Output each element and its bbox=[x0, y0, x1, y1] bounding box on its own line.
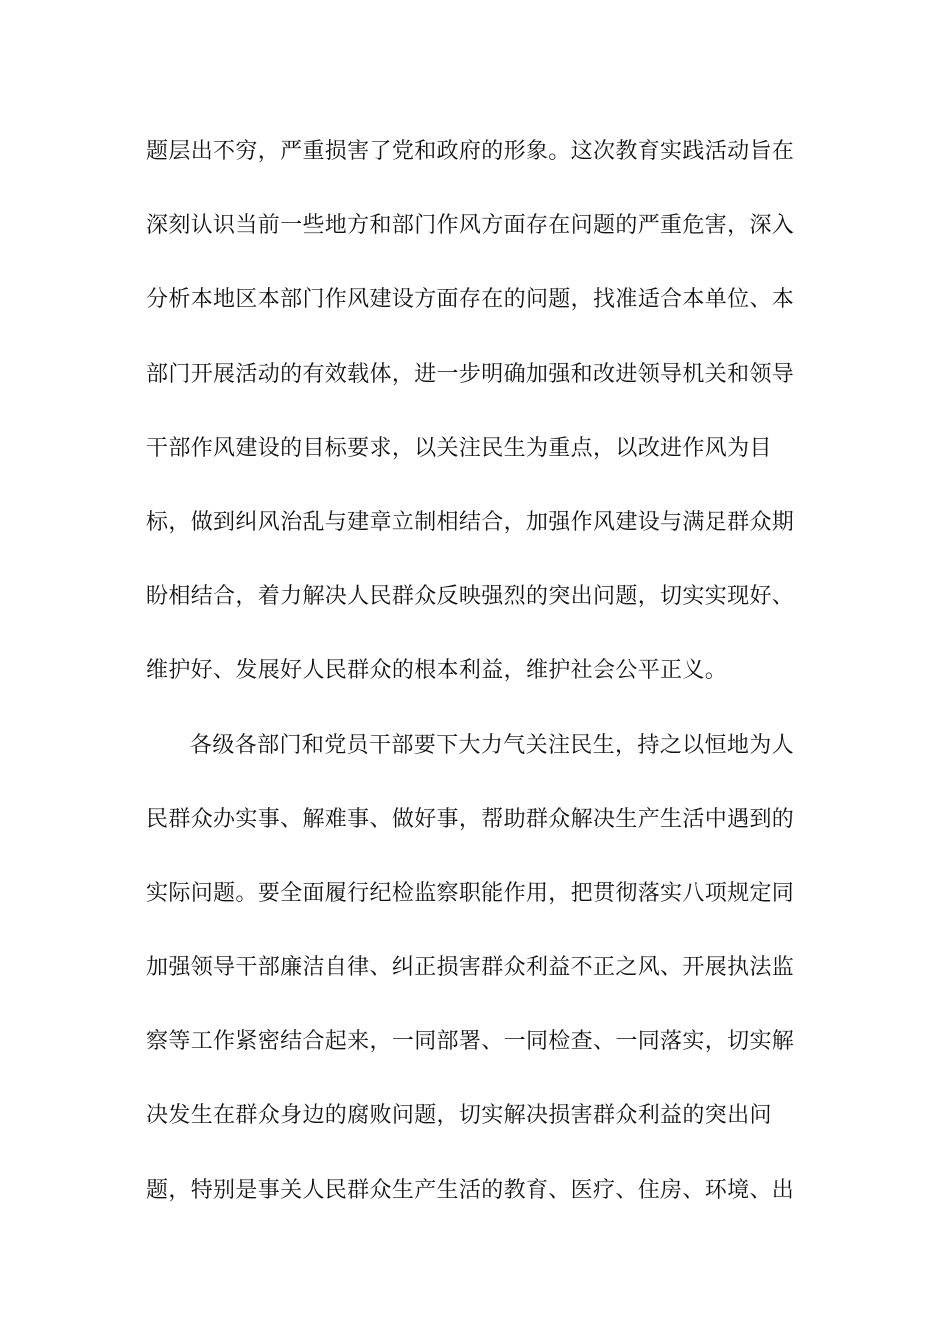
text-line: 题，特别是事关人民群众生产生活的教育、医疗、住房、环境、出 bbox=[146, 1177, 795, 1203]
text-line: 维护好、发展好人民群众的根本利益，维护社会公平正义。 bbox=[146, 658, 728, 684]
text-line: 题层出不穷，严重损害了党和政府的形象。这次教育实践活动旨在 bbox=[146, 139, 795, 164]
text-line: 民群众办实事、解难事、做好事，帮助群众解决生产生活中遇到的 bbox=[146, 806, 795, 832]
text-line: 实际问题。要全面履行纪检监察职能作用，把贯彻落实八项规定同 bbox=[146, 880, 795, 906]
text-line: 各级各部门和党员干部要下大力气关注民生，持之以恒地为人 bbox=[190, 732, 794, 758]
text-line: 决发生在群众身边的腐败问题，切实解决损害群众利益的突出问 bbox=[146, 1103, 772, 1129]
text-line: 深刻认识当前一些地方和部门作风方面存在问题的严重危害，深入 bbox=[146, 213, 795, 239]
text-line: 加强领导干部廉洁自律、纠正损害群众利益不正之风、开展执法监 bbox=[146, 955, 795, 981]
text-line: 部门开展活动的有效载体，进一步明确加强和改进领导机关和领导 bbox=[146, 361, 795, 387]
text-line: 标，做到纠风治乱与建章立制相结合，加强作风建设与满足群众期 bbox=[146, 509, 795, 535]
text-line: 察等工作紧密结合起来，一同部署、一同检查、一同落实，切实解 bbox=[146, 1029, 795, 1055]
text-line: 干部作风建设的目标要求，以关注民生为重点，以改进作风为目 bbox=[146, 435, 772, 461]
text-line: 盼相结合，着力解决人民群众反映强烈的突出问题，切实实现好、 bbox=[146, 584, 795, 610]
document-body bbox=[146, 127, 794, 1240]
text-line: 分析本地区本部门作风建设方面存在的问题，找准适合本单位、本 bbox=[146, 287, 795, 313]
